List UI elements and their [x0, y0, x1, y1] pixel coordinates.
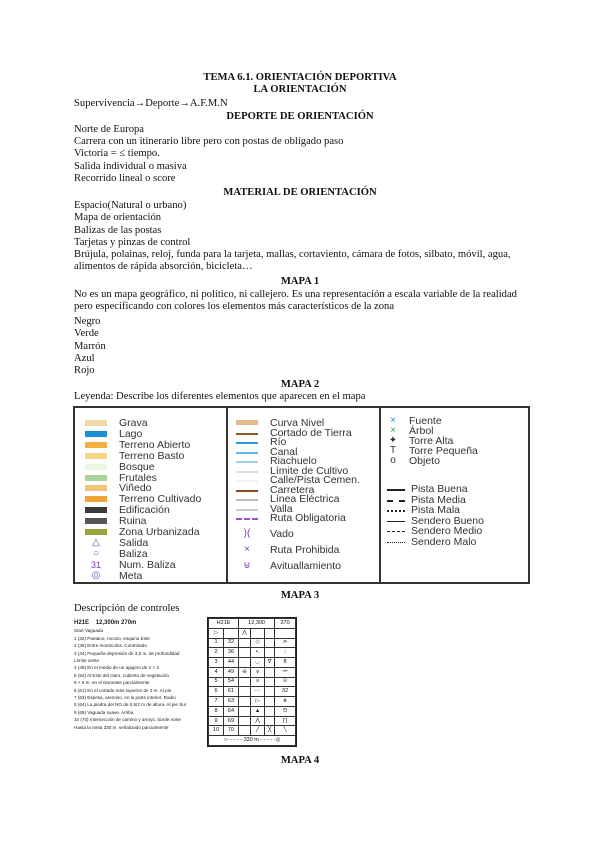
control-line: 7 (63) Espesa, arenoso, en la parte interior. Radio — [74, 695, 176, 701]
legend-item-sendero-medio — [387, 526, 527, 536]
legend-path-swatch — [387, 521, 405, 522]
grid-header-cell: 270 — [275, 619, 296, 629]
legend-swatch — [85, 431, 107, 437]
grid-cell: 2 — [209, 648, 224, 658]
legend-swatch — [85, 475, 107, 481]
legend-symbol: T — [389, 445, 397, 456]
grid-cell: ≡ — [251, 677, 265, 687]
grid-cell: ▷ — [209, 628, 224, 638]
grid-cell — [265, 706, 275, 716]
legend-label: Curva Nivel — [270, 417, 325, 429]
legend-swatch — [85, 507, 107, 513]
control-description-list — [74, 620, 204, 748]
legend-item-frutales — [85, 473, 225, 483]
grid-cell — [223, 628, 238, 638]
grid-cell: 5 — [209, 677, 224, 687]
legend-label: Viñedo — [119, 482, 152, 495]
material-paragraph: Brújula, polainas, reloj, funda para la tarjeta, mallas, cortaviento, cámara de fotos, silbato, móvil, agua, alimentos de rápida absorción, bicicleta… — [74, 249, 511, 273]
legend-item-pista-media — [387, 495, 527, 505]
legend-swatch — [85, 496, 107, 502]
legend-label: Edificación — [119, 504, 170, 517]
legend-item-salida — [85, 538, 225, 548]
control-line: Límite oeste — [74, 658, 100, 664]
legend-label: Valla — [270, 502, 293, 515]
legend-label: Terreno Basto — [119, 449, 185, 462]
legend-label: Terreno Abierto — [119, 438, 191, 451]
legend-item-rio — [236, 437, 376, 447]
legend-label: Objeto — [409, 455, 440, 467]
legend-column-lines — [228, 408, 381, 582]
legend-label: Riachuelo — [270, 455, 317, 467]
grid-cell: ⋮ — [275, 648, 296, 658]
legend-label: Cortado de Tierra — [270, 426, 352, 439]
cross-icon: × — [244, 544, 250, 555]
legend-item-edificacion — [85, 505, 225, 515]
legend-item-bosque — [85, 462, 225, 472]
deporte-line: Victoria = ≤ tiempo. — [74, 148, 160, 159]
control-line: 3 (44) Pequeña depresión de 3,5 m. de profundidad — [74, 650, 180, 656]
grid-cell: ╲ — [275, 726, 296, 736]
cup-icon: ⊎ — [243, 560, 251, 571]
legend-symbol: ✦ — [388, 435, 398, 446]
control-line: 2 (36) Entre montículos. Controlado — [74, 643, 147, 649]
legend-line-swatch — [236, 509, 258, 511]
legend-label: Pista Media — [411, 493, 466, 506]
legend-swatch — [85, 518, 107, 524]
legend-item-meta — [85, 571, 225, 581]
grid-cell: ⊙ — [275, 677, 296, 687]
grid-cell — [265, 677, 275, 687]
color-item: Marrón — [74, 341, 106, 352]
color-item: Azul — [74, 353, 95, 364]
grid-cell: 1 — [209, 638, 224, 648]
grid-cell — [275, 628, 296, 638]
color-item: Negro — [74, 316, 101, 327]
material-line: Espacio(Natural o urbano) — [74, 200, 187, 211]
legend-line-swatch — [236, 442, 258, 444]
legend-label: Lago — [119, 427, 143, 440]
grid-cell: ⋯ — [251, 687, 265, 697]
control-symbol-grid — [207, 617, 297, 747]
grid-cell: ◡ — [251, 658, 265, 668]
grid-cell: ⋀ — [239, 628, 251, 638]
legend-label: Sendero Bueno — [411, 514, 484, 527]
grid-cell: 7 — [209, 697, 224, 707]
legend-label: Fuente — [409, 415, 442, 427]
legend-item-linea-electrica — [236, 494, 376, 504]
legend-label: Calle/Pista Cemen. — [270, 474, 360, 486]
legend-item-avituallamiento — [236, 561, 376, 571]
grid-cell: ╳ — [265, 726, 275, 736]
grid-cell: ╱ — [251, 726, 265, 736]
legend-line-swatch — [236, 499, 258, 501]
legend-item-ruina — [85, 516, 225, 526]
material-line: Balizas de las postas — [74, 225, 162, 236]
grid-cell — [265, 697, 275, 707]
legend-label: Línea Eléctrica — [270, 493, 340, 505]
legend-item-pista-mala — [387, 505, 527, 515]
legend-line-swatch — [236, 433, 258, 435]
material-line: Mapa de orientación — [74, 212, 162, 223]
grid-cell — [265, 638, 275, 648]
legend-path-swatch — [387, 542, 405, 543]
legend-item-arbol — [387, 426, 527, 436]
grid-cell — [239, 726, 251, 736]
legend-item-baliza — [85, 549, 225, 559]
grid-cell: ◇ — [251, 638, 265, 648]
control-line: 10 (70) Intersección de camino y arroyo, borde norte — [74, 717, 181, 723]
legend-item-vado — [236, 529, 376, 539]
control-line: 8 (64) La piedra del NO de 0,5/2 m de altura. Al pie Sur — [74, 702, 187, 708]
legend-label: Pista Mala — [411, 504, 461, 516]
legend-label: Río — [270, 436, 287, 448]
legend-label: Pista Buena — [411, 483, 468, 495]
leyenda-text: Leyenda: Describe los diferentes elementos que aparecen en el mapa — [74, 391, 366, 402]
legend-label: Torre Alta — [409, 435, 454, 447]
grid-cell: 32 — [275, 687, 296, 697]
grid-cell — [265, 716, 275, 726]
triangle-icon: △ — [92, 536, 100, 548]
legend-column-points — [381, 408, 530, 582]
legend-item-pista-buena — [387, 484, 527, 494]
heading-mapa2: MAPA 2 — [280, 379, 320, 390]
grid-cell — [239, 687, 251, 697]
legend-item-cortado-de-tierra — [236, 428, 376, 438]
grid-cell: ⅁ — [275, 706, 296, 716]
heading-mapa4: MAPA 4 — [280, 755, 320, 766]
legend-item-terreno-abierto — [85, 440, 225, 450]
grid-cell — [239, 677, 251, 687]
legend-item-num-baliza — [85, 560, 225, 570]
grid-cell: 49 — [223, 667, 238, 677]
grid-cell: 64 — [223, 706, 238, 716]
control-start: Start Vaguada — [74, 628, 104, 634]
control-header: H21E 12,300m 270m — [74, 620, 137, 626]
legend-label: Terreno Cultivado — [119, 493, 202, 506]
deporte-line: Salida individual o masiva — [74, 161, 187, 172]
legend-item-terreno-cultivado — [85, 494, 225, 504]
legend-line-swatch — [236, 471, 258, 473]
grid-cell — [239, 648, 251, 658]
legend-label: Canal — [270, 445, 298, 458]
legend-swatch — [85, 464, 107, 470]
grid-cell: ⌤ — [275, 667, 296, 677]
grid-header-cell: H21E — [209, 619, 239, 629]
legend-label: Num. Baliza — [119, 558, 176, 571]
legend-item-terreno-basto — [85, 451, 225, 461]
heading-deporte: DEPORTE DE ORIENTACIÓN — [226, 111, 374, 122]
grid-cell — [265, 628, 275, 638]
legend-label: Límite de Cultivo — [270, 464, 349, 477]
legend-swatch — [85, 442, 107, 448]
grid-cell: 70 — [223, 726, 238, 736]
legend-path-swatch — [387, 500, 405, 502]
legend-swatch — [85, 529, 107, 535]
control-line: 5 (54) Al Este del claro, cubierto de vegetación. — [74, 672, 171, 678]
grid-cell: 8 — [209, 706, 224, 716]
grid-cell: •. — [251, 648, 265, 658]
legend-symbol: × — [390, 425, 396, 436]
legend-label: Salida — [119, 536, 149, 549]
legend-label: Torre Pequeña — [409, 445, 478, 457]
control-line: 9 (69) Vaguada suave. Arriba — [74, 709, 134, 715]
grid-cell: ⋔ — [275, 697, 296, 707]
legend-item-sendero-malo — [387, 537, 527, 547]
legend-item-objeto — [387, 456, 527, 466]
heading-mapa3: MAPA 3 — [280, 590, 320, 601]
grid-cell: 6 — [209, 687, 224, 697]
legend-label: Sendero Medio — [411, 525, 483, 537]
material-line: Tarjetas y pinzas de control — [74, 237, 191, 248]
grid-cell: ⋗ — [275, 638, 296, 648]
grid-cell — [239, 658, 251, 668]
grid-cell: 63 — [223, 697, 238, 707]
grid-cell: 10 — [209, 726, 224, 736]
legend-label: Carretera — [270, 483, 315, 496]
grid-cell: ∇ — [265, 658, 275, 668]
legend-label: Ruina — [119, 515, 147, 528]
double-circle-icon: ◎ — [91, 569, 101, 581]
legend-line-swatch — [236, 461, 258, 463]
legend-swatch — [85, 420, 107, 426]
legend-item-lago — [85, 429, 225, 439]
heading-material: MATERIAL DE ORIENTACIÓN — [223, 187, 377, 198]
grid-header-cell: 12,300 — [239, 619, 275, 629]
number-31: 31 — [90, 559, 101, 570]
grid-cell: 32 — [223, 638, 238, 648]
grid-cell: ∏ — [275, 716, 296, 726]
grid-cell: ⋀ — [251, 716, 265, 726]
legend-item-ruta-obligatoria — [236, 513, 376, 523]
grid-cell — [265, 667, 275, 677]
legend-line-swatch — [236, 518, 258, 520]
legend-item-zona-urbanizada — [85, 527, 225, 537]
legend-line-swatch — [236, 452, 258, 454]
grid-cell: ⊼ — [275, 658, 296, 668]
grid-cell — [265, 648, 275, 658]
legend-column-areas — [75, 408, 228, 582]
legend-label: Ruta Obligatoria — [270, 512, 346, 524]
heading-mapa1: MAPA 1 — [280, 276, 320, 287]
legend-label: Meta — [119, 569, 143, 582]
legend-label: Baliza — [119, 547, 148, 560]
grid-cell: ⊖ — [239, 667, 251, 677]
grid-cell — [265, 687, 275, 697]
legend-label: Sendero Malo — [411, 535, 477, 548]
legend-swatch — [85, 453, 107, 459]
legend-item-ruta-prohibida — [236, 545, 376, 555]
legend-item-sendero-bueno — [387, 516, 527, 526]
legend-line-swatch — [236, 420, 258, 425]
mapa1-paragraph: No es un mapa geográfico, ni político, ni callejero. Es una representación a escala variable de la realidad pero especificando con colores los elementos más característicos de la zona — [74, 289, 517, 313]
legend-symbol: × — [390, 415, 396, 426]
deporte-line: Recorrido lineal o score — [74, 173, 176, 184]
legend-label: Grava — [119, 417, 148, 429]
grid-cell: ▲ — [251, 706, 265, 716]
supervivencia-line: Supervivencia→Deporte→A.F.M.N — [74, 98, 228, 109]
deporte-line: Carrera con un itinerario libre pero con postas de obligado paso — [74, 136, 344, 147]
grid-cell — [239, 716, 251, 726]
ford-icon: )( — [243, 528, 251, 539]
legend-path-swatch — [387, 510, 405, 512]
grid-cell: 54 — [223, 677, 238, 687]
grid-cell: 61 — [223, 687, 238, 697]
control-line: Hasta la meta 330 m. señalizado parcialmente — [74, 724, 169, 730]
legend-label: Bosque — [119, 460, 155, 473]
legend-line-swatch — [236, 490, 258, 492]
control-line: 9 × 6 m. en el Noroeste parcialmente — [74, 680, 150, 686]
control-line: 4 (49) En el medio de un agujero de 2 × 2 — [74, 665, 159, 671]
legend-label: Zona Urbanizada — [119, 526, 200, 538]
color-item: Verde — [74, 328, 99, 339]
grid-cell — [239, 638, 251, 648]
legend-label: Ruta Prohibida — [270, 544, 340, 556]
legend-swatch — [85, 485, 107, 491]
circle-icon: ○ — [92, 547, 100, 559]
grid-cell: ▷ — [251, 697, 265, 707]
grid-cell — [251, 628, 265, 638]
legend-label: Vado — [270, 528, 294, 540]
deporte-line: Norte de Europa — [74, 124, 145, 135]
descripcion-controles: Descripción de controles — [74, 603, 180, 614]
legend-symbol: o — [390, 455, 396, 466]
map-legend — [73, 406, 530, 584]
legend-label: Árbol — [409, 425, 434, 437]
legend-path-swatch — [387, 489, 405, 491]
control-line: 6 (61) En el cortado más superior de 3 m. Al pie — [74, 687, 172, 693]
legend-line-swatch — [236, 480, 258, 482]
legend-path-swatch — [387, 531, 405, 532]
legend-item-grava — [85, 418, 225, 428]
color-item: Rojo — [74, 365, 95, 376]
document-subtitle: LA ORIENTACIÓN — [253, 84, 347, 95]
grid-cell: 69 — [223, 716, 238, 726]
grid-cell: 36 — [223, 648, 238, 658]
legend-item-torre-pequena — [387, 446, 527, 456]
legend-label: Avituallamiento — [270, 560, 342, 572]
grid-cell: 4 — [209, 667, 224, 677]
legend-item-fuente — [387, 416, 527, 426]
grid-cell: 9 — [209, 716, 224, 726]
grid-cell — [239, 697, 251, 707]
grid-cell: 3 — [209, 658, 224, 668]
control-line: 1 (32) Pantano, rocoso, esquina Este — [74, 635, 150, 641]
grid-footer-cell: ○- - - - - 330 m - - - - -◎ — [209, 736, 296, 746]
grid-cell — [239, 706, 251, 716]
legend-label: Frutales — [119, 471, 157, 484]
grid-cell: ∨ — [251, 667, 265, 677]
grid-cell: 44 — [223, 658, 238, 668]
legend-item-vinedo — [85, 483, 225, 493]
document-title: TEMA 6.1. ORIENTACIÓN DEPORTIVA — [203, 72, 397, 83]
